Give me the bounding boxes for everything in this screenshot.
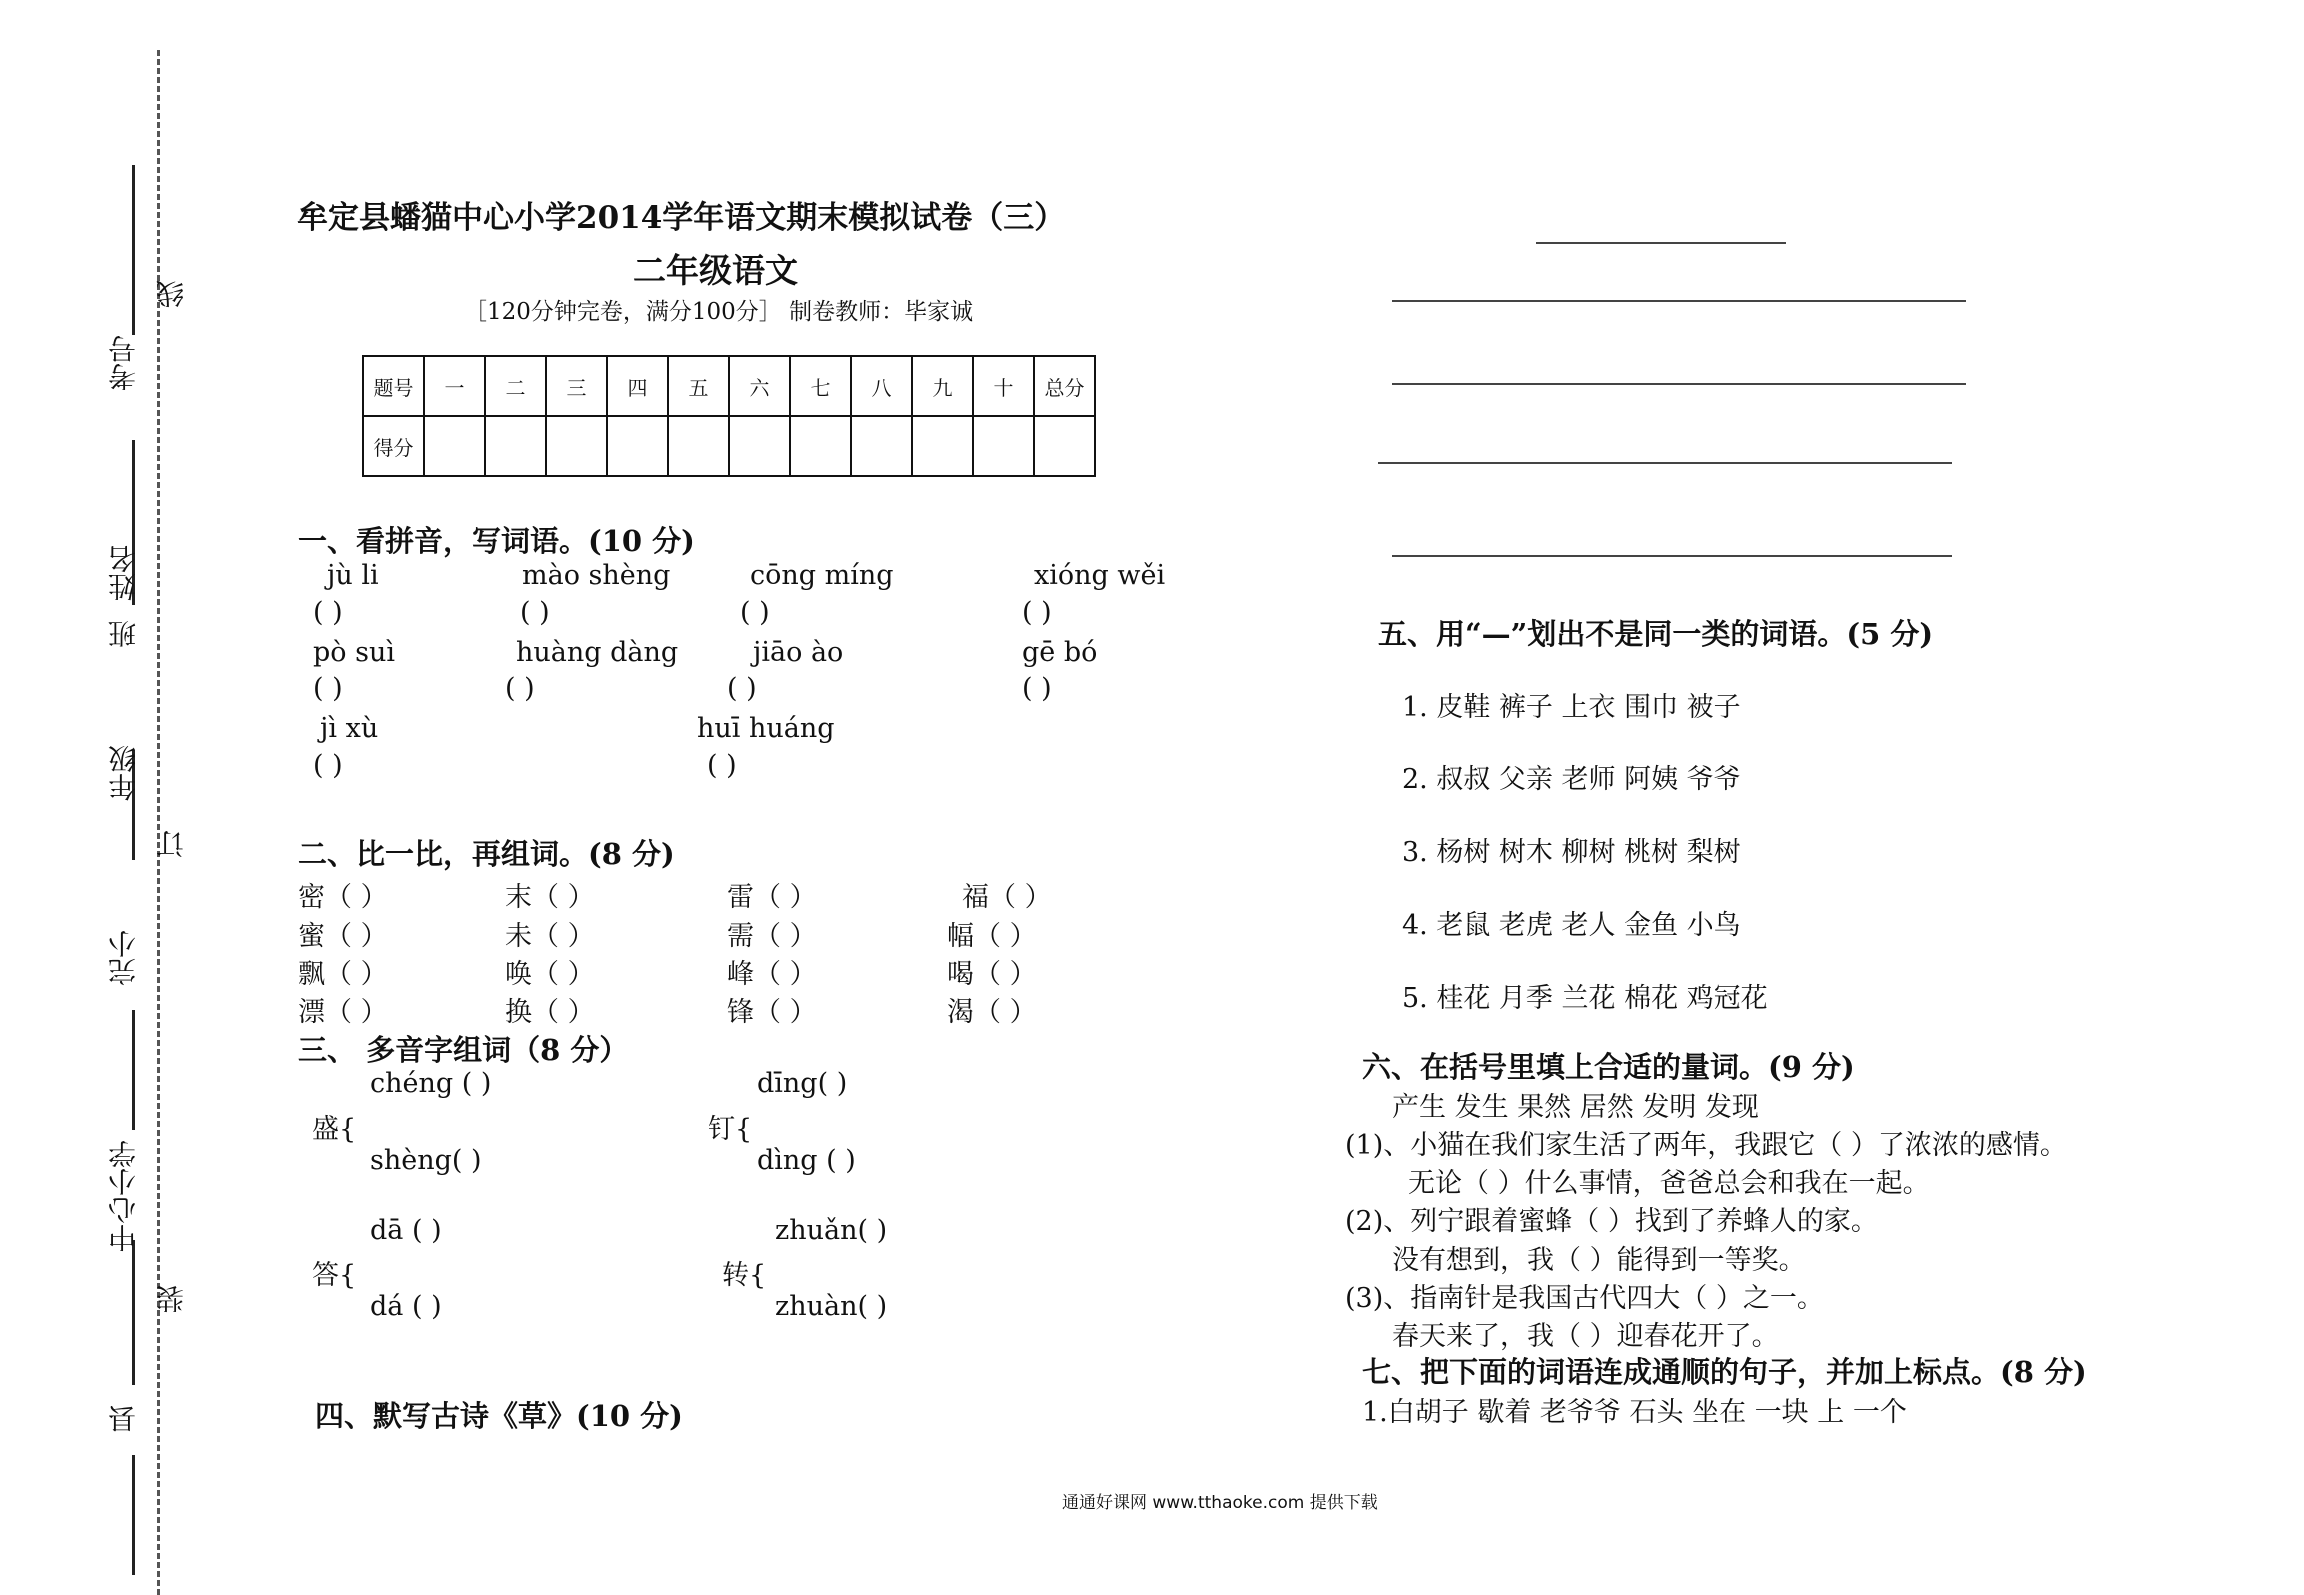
answer-blank[interactable]: ( ) — [313, 597, 343, 628]
grade-label: 年级 — [107, 745, 140, 801]
table-cell: 九 — [912, 356, 973, 416]
compare-item[interactable]: 幅（ ） — [947, 921, 1037, 952]
answer-blank[interactable]: ( ) — [313, 750, 343, 781]
poem-writing-line[interactable] — [1392, 383, 1966, 385]
table-cell: 十 — [973, 356, 1034, 416]
margin-rule — [132, 1240, 135, 1385]
compare-item[interactable]: 雷（ ） — [727, 882, 817, 913]
table-cell: 得分 — [363, 416, 424, 476]
score-table-score-row — [363, 416, 1095, 476]
answer-blank[interactable]: ( ) — [313, 673, 343, 704]
compare-item[interactable]: 峰（ ） — [727, 959, 817, 990]
school-label: 完小 — [107, 930, 140, 986]
score-input-cell[interactable] — [973, 416, 1034, 476]
pinyin: jì xù — [320, 713, 379, 744]
word-group-item[interactable]: 4. 老鼠 老虎 老人 金鱼 小鸟 — [1402, 910, 1741, 941]
compare-item[interactable]: 锋（ ） — [727, 997, 817, 1028]
binding-label: 装 — [155, 1285, 188, 1313]
answer-blank[interactable]: ( ) — [707, 750, 737, 781]
polyphone-reading[interactable]: dā ( ) — [370, 1215, 442, 1246]
fill-sentence[interactable]: 没有想到，我（ ）能得到一等奖。 — [1392, 1245, 1806, 1276]
score-table — [362, 355, 1096, 477]
table-cell: 总分 — [1034, 356, 1095, 416]
section-6-heading: 六、在括号里填上合适的量词。(9 分) — [1362, 1050, 1855, 1084]
answer-blank[interactable]: ( ) — [520, 597, 550, 628]
poem-writing-line[interactable] — [1378, 462, 1952, 464]
table-cell: 一 — [424, 356, 485, 416]
pinyin: gē bó — [1022, 637, 1098, 668]
poem-title-line[interactable] — [1536, 242, 1786, 244]
compare-item[interactable]: 密（ ） — [298, 882, 388, 913]
class-label: 班 — [107, 620, 140, 648]
compare-item[interactable]: 漂（ ） — [298, 997, 388, 1028]
compare-item[interactable]: 福（ ） — [962, 882, 1052, 913]
fill-sentence[interactable]: (3)、指南针是我国古代四大（ ）之一。 — [1345, 1283, 1824, 1314]
table-cell: 八 — [851, 356, 912, 416]
score-input-cell[interactable] — [1034, 416, 1095, 476]
compare-item[interactable]: 蜜（ ） — [298, 921, 388, 952]
table-cell: 题号 — [363, 356, 424, 416]
word-bank: 产生 发生 果然 居然 发明 发现 — [1392, 1092, 1759, 1123]
section-4-heading: 四、默写古诗《草》(10 分) — [315, 1399, 683, 1433]
footer-credit: 通通好课网 www.tthaoke.com 提供下载 — [1062, 1493, 1378, 1513]
table-cell: 二 — [485, 356, 546, 416]
pinyin: huī huáng — [697, 713, 835, 744]
compare-item[interactable]: 换（ ） — [505, 997, 595, 1028]
section-5-heading: 五、用“—”划出不是同一类的词语。(5 分) — [1378, 617, 1934, 651]
margin-rule — [132, 1010, 135, 1130]
word-group-item[interactable]: 2. 叔叔 父亲 老师 阿姨 爷爷 — [1402, 764, 1741, 795]
compare-item[interactable]: 末（ ） — [505, 882, 595, 913]
answer-blank[interactable]: ( ) — [1022, 673, 1052, 704]
pinyin: cōng míng — [750, 560, 894, 591]
score-table-header-row — [363, 356, 1095, 416]
exam-number-label: 考号 — [107, 335, 140, 391]
score-input-cell[interactable] — [912, 416, 973, 476]
score-input-cell[interactable] — [668, 416, 729, 476]
page-title: 牟定县蟠猫中心小学2014学年语文期末模拟试卷（三） — [297, 200, 1066, 236]
polyphone-char: 答{ — [312, 1260, 357, 1291]
line-label: 线 — [155, 280, 188, 308]
page-subtitle: 二年级语文 — [633, 251, 798, 290]
word-group-item[interactable]: 1. 皮鞋 裤子 上衣 围巾 被子 — [1402, 692, 1741, 723]
sentence-words: 1.白胡子 歇着 老爷爷 石头 坐在 一块 上 一个 — [1362, 1397, 1907, 1428]
bind-label: 订 — [155, 830, 188, 858]
polyphone-reading[interactable]: dá ( ) — [370, 1291, 442, 1322]
score-input-cell[interactable] — [790, 416, 851, 476]
county-label: 县 — [107, 1405, 140, 1433]
score-input-cell[interactable] — [851, 416, 912, 476]
fill-sentence[interactable]: 无论（ ）什么事情，爸爸总会和我在一起。 — [1408, 1168, 1930, 1199]
poem-writing-line[interactable] — [1392, 300, 1966, 302]
fill-sentence[interactable]: 春天来了，我（ ）迎春花开了。 — [1392, 1321, 1779, 1352]
polyphone-reading[interactable]: zhuàn( ) — [775, 1291, 888, 1322]
answer-blank[interactable]: ( ) — [505, 673, 535, 704]
polyphone-char: 盛{ — [312, 1114, 357, 1145]
score-input-cell[interactable] — [607, 416, 668, 476]
name-label: 姓名 — [107, 545, 140, 601]
table-cell: 六 — [729, 356, 790, 416]
margin-rule — [132, 1455, 135, 1575]
score-input-cell[interactable] — [485, 416, 546, 476]
polyphone-char: 钉{ — [708, 1114, 753, 1145]
word-group-item[interactable]: 3. 杨树 树木 柳树 桃树 梨树 — [1402, 837, 1741, 868]
fill-sentence[interactable]: (1)、小猫在我们家生活了两年，我跟它（ ）了浓浓的感情。 — [1345, 1130, 2067, 1161]
pinyin: jù li — [327, 560, 379, 591]
poem-writing-line[interactable] — [1392, 555, 1952, 557]
section-1-heading: 一、看拼音，写词语。(10 分) — [298, 524, 695, 558]
answer-blank[interactable]: ( ) — [727, 673, 757, 704]
compare-item[interactable]: 需（ ） — [727, 921, 817, 952]
compare-item[interactable]: 唤（ ） — [505, 959, 595, 990]
fill-sentence[interactable]: (2)、列宁跟着蜜蜂（ ）找到了养蜂人的家。 — [1345, 1206, 1878, 1237]
polyphone-char: 转{ — [722, 1260, 767, 1291]
polyphone-reading[interactable]: dīng( ) — [757, 1068, 848, 1099]
table-cell: 五 — [668, 356, 729, 416]
table-cell: 三 — [546, 356, 607, 416]
score-input-cell[interactable] — [729, 416, 790, 476]
table-cell: 四 — [607, 356, 668, 416]
pinyin: jiāo ào — [753, 637, 844, 668]
score-input-cell[interactable] — [546, 416, 607, 476]
pinyin: pò suì — [313, 637, 396, 668]
polyphone-reading[interactable]: chéng ( ) — [370, 1068, 492, 1099]
margin-rule — [132, 165, 135, 335]
compare-item[interactable]: 喝（ ） — [947, 959, 1037, 990]
central-school-label: 中心小学 — [107, 1140, 140, 1252]
pinyin: mào shèng — [522, 560, 671, 591]
word-group-item[interactable]: 5. 桂花 月季 兰花 棉花 鸡冠花 — [1402, 983, 1768, 1014]
answer-blank[interactable]: ( ) — [1022, 597, 1052, 628]
pinyin: xióng wěi — [1034, 560, 1166, 591]
score-input-cell[interactable] — [424, 416, 485, 476]
compare-item[interactable]: 飘（ ） — [298, 959, 388, 990]
polyphone-reading[interactable]: shèng( ) — [370, 1145, 482, 1176]
compare-item[interactable]: 渴（ ） — [947, 997, 1037, 1028]
polyphone-reading[interactable]: dìng ( ) — [757, 1145, 856, 1176]
table-cell: 七 — [790, 356, 851, 416]
exam-info: ［120分钟完卷，满分100分］ 制卷教师：毕家诚 — [464, 299, 974, 325]
section-2-heading: 二、比一比，再组词。(8 分) — [298, 837, 675, 871]
section-7-heading: 七、把下面的词语连成通顺的句子，并加上标点。(8 分) — [1362, 1355, 2087, 1389]
pinyin: huàng dàng — [516, 637, 679, 668]
answer-blank[interactable]: ( ) — [740, 597, 770, 628]
polyphone-reading[interactable]: zhuǎn( ) — [775, 1215, 888, 1246]
compare-item[interactable]: 未（ ） — [505, 921, 595, 952]
section-3-heading: 三、 多音字组词（8 分） — [298, 1033, 629, 1067]
